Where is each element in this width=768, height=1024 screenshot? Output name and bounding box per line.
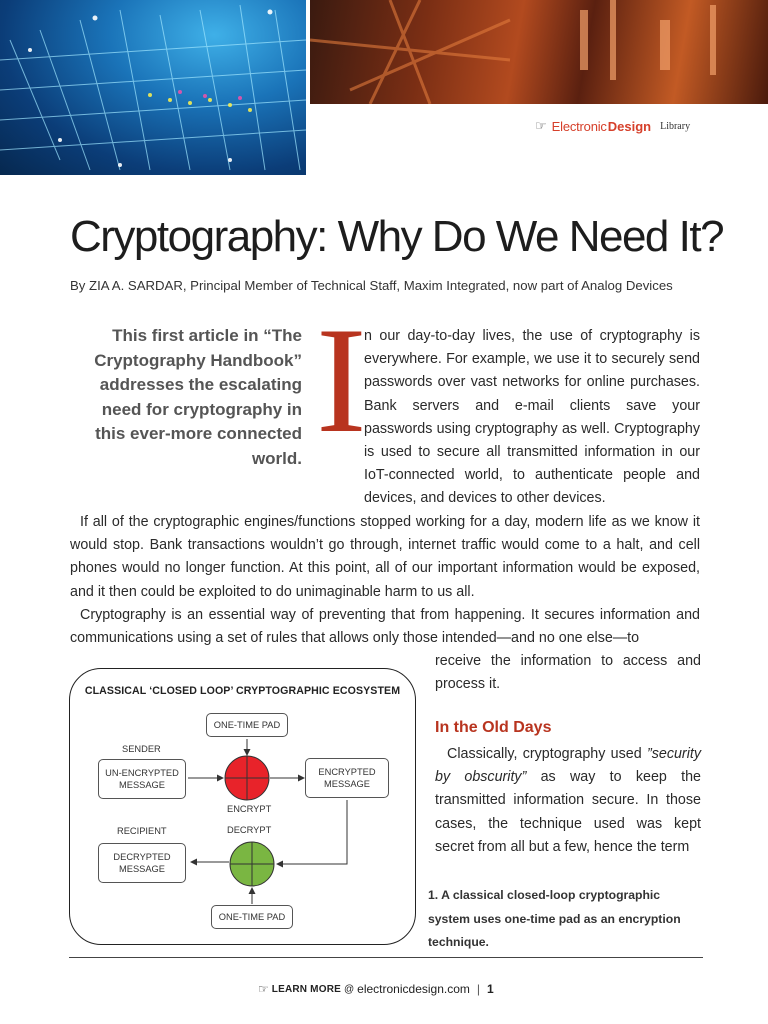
header-image-data-visualization <box>0 0 306 175</box>
otp-top-box: ONE-TIME PAD <box>206 713 288 737</box>
otp-bottom-box: ONE-TIME PAD <box>211 905 293 929</box>
learn-more-label: LEARN MORE <box>271 983 341 995</box>
encrypted-box: ENCRYPTED MESSAGE <box>305 758 389 798</box>
footer-separator: | <box>476 982 481 996</box>
brand-name-light: Electronic <box>551 118 607 134</box>
pointing-hand-icon: ☞ <box>258 982 269 996</box>
sender-label: SENDER <box>122 744 161 754</box>
footer-divider <box>69 957 703 958</box>
at-symbol: @ <box>344 983 355 995</box>
encrypt-node <box>225 756 269 800</box>
para4-text-b: as way to keep the transmitted information secure. In those cases, the technique used was kept secret from all but a few, hence the term <box>435 769 702 855</box>
pointing-hand-icon: ☞ <box>535 118 547 134</box>
recipient-label: RECIPIENT <box>117 826 167 836</box>
article-title: Cryptography: Why Do We Need It? <box>70 212 724 261</box>
brand-name-bold: Design <box>607 118 652 134</box>
page-number: 1 <box>487 982 494 996</box>
footer-url-link[interactable]: electronicdesign.com <box>357 982 470 996</box>
body-paragraph-4 <box>435 743 701 859</box>
footer <box>258 982 494 996</box>
decrypt-label: DECRYPT <box>227 825 272 835</box>
section-heading: In the Old Days <box>435 719 552 736</box>
body-paragraph-3-continued: receive the information to access and process it. <box>435 653 701 693</box>
arrow-cipher-to-decrypt <box>277 800 347 864</box>
figure-title: CLASSICAL ‘CLOSED LOOP’ CRYPTOGRAPHIC ECOSYSTEM <box>84 685 401 697</box>
decrypt-node <box>230 842 274 886</box>
article-deck: This first article in “The Cryptography Handbook” addresses the escalating need for cryptography in this ever-more connected world. <box>94 326 302 468</box>
body-paragraph-3: Cryptography is an essential way of preventing that from happening. It secures information and communications using a set of rules that allows only those intended—and no one else—to <box>70 607 700 647</box>
para4-emphasis: ”security by obscurity” <box>435 746 701 786</box>
unencrypted-box: UN-ENCRYPTED MESSAGE <box>98 759 186 799</box>
drop-cap: I <box>316 296 367 464</box>
para4-text-a: Classically, cryptography used <box>447 746 647 762</box>
brand-logo <box>535 117 690 135</box>
encrypt-label: ENCRYPT <box>227 804 272 814</box>
crypto-ecosystem-figure <box>69 668 416 945</box>
header-image-circuit-board <box>310 0 768 104</box>
decrypted-box: DECRYPTED MESSAGE <box>98 843 186 883</box>
brand-suffix: Library <box>660 120 691 132</box>
figure-caption: 1. A classical closed-loop cryptographic system uses one-time pad as an encryption technique. <box>428 888 681 949</box>
body-paragraph-2: If all of the cryptographic engines/functions stopped working for a day, modern life as we know it would stop. Bank transactions wouldn’t go through, internet traffic would come to a halt, and cell phones would no longer function. At this point, all of our important information would be exposed, and it then could be exploited to do unimaginable harm to us all. <box>70 514 700 600</box>
intro-paragraph: n our day-to-day lives, the use of cryptography is everywhere. For example, we use it to securely send passwords over vast networks for online purchases. Bank servers and e-mail clients save your passwords using cryptography as well. Cryptography is used to secure all transmitted information in our IoT-connected world, to authenticate people and devices, and devices to other devices. <box>364 328 700 507</box>
article-byline: By ZIA A. SARDAR, Principal Member of Technical Staff, Maxim Integrated, now part of Analog Devices <box>70 278 673 293</box>
